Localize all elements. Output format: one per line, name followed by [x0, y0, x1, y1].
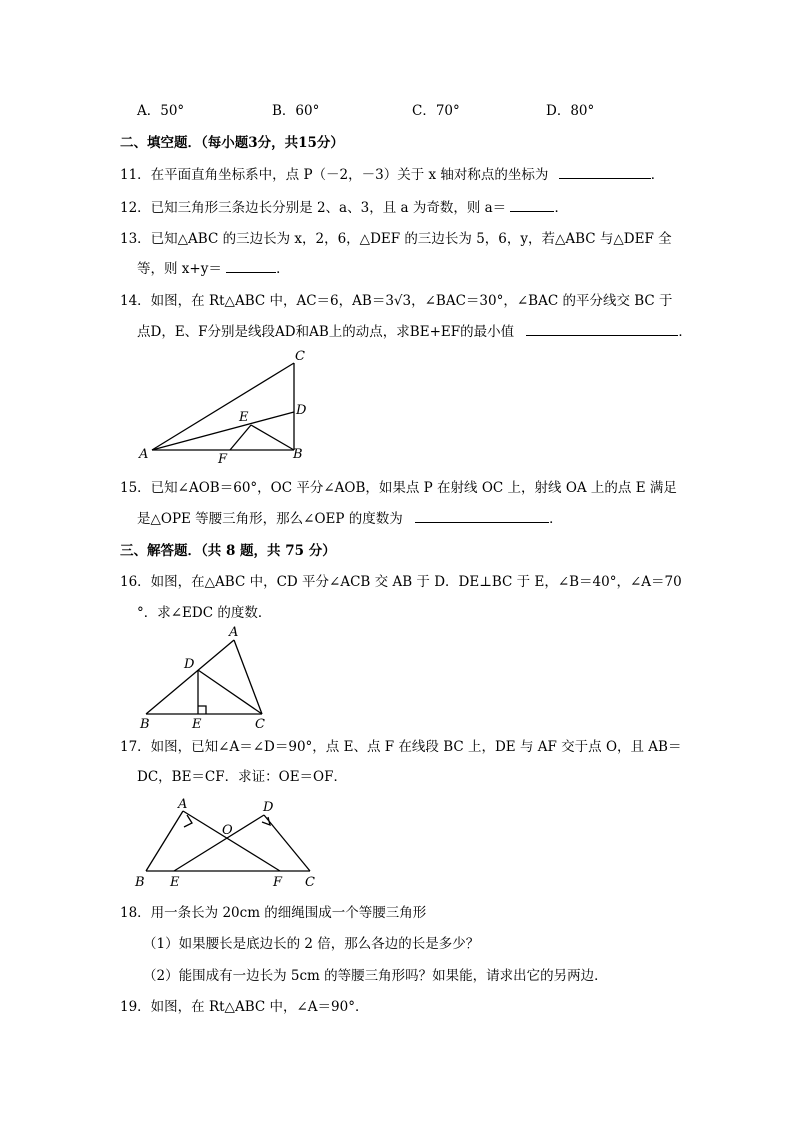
option-d: D．80°	[546, 103, 595, 119]
fig14-label-b: B	[293, 447, 303, 462]
question-18-part1: （1）如果腰长是底边长的 2 倍，那么各边的长是多少？	[143, 936, 480, 952]
section-fill-in-heading: 二、填空题．（每小题3分，共15分）	[120, 135, 344, 151]
question-17-line1: 17．如图，已知∠A＝∠D＝90°，点 E、点 F 在线段 BC 上，DE 与 AF 交于点 O，且 AB＝	[120, 739, 682, 755]
question-17-line2: DC，BE＝CF．求证：OE＝OF．	[137, 769, 347, 785]
fig14-label-c: C	[295, 349, 305, 364]
fig14-label-a: A	[139, 447, 149, 462]
question-11-text: 11．在平面直角坐标系中，点 P（－2，－3）关于 x 轴对称点的坐标为	[120, 167, 549, 183]
fig17-label-o: O	[222, 823, 233, 838]
section-solve-heading: 三、解答题．（共 8 题，共 75 分）	[120, 543, 336, 559]
question-11: 11．在平面直角坐标系中，点 P（－2，－3）关于 x 轴对称点的坐标为 ．	[120, 164, 664, 185]
fig17-label-d: D	[263, 800, 274, 815]
question-12: 12．已知三角形三条边长分别是 2、a、3，且 a 为奇数，则 a＝ ．	[120, 197, 568, 218]
fig17-label-a: A	[178, 797, 188, 812]
question-16-line2: °．求∠EDC 的度数．	[137, 605, 272, 621]
question-15-line1: 15．已知∠AOB＝60°，OC 平分∠AOB，如果点 P 在射线 OC 上，射线 OA 上的点 E 满足	[120, 480, 677, 496]
fig14-label-f: F	[218, 452, 228, 467]
question-14-line1: 14．如图，在 Rt△ABC 中，AC＝6，AB＝3√3，∠BAC＝30°，∠BAC 的平分线交 BC 于	[120, 293, 673, 309]
option-c: C．70°	[412, 103, 460, 119]
question-13-line2: 等，则 x+y＝ ．	[137, 258, 290, 279]
question-16-line1: 16．如图，在△ABC 中，CD 平分∠ACB 交 AB 于 D．DE⊥BC 于 E，∠B＝40°，∠A＝70	[120, 574, 682, 590]
option-b: B．60°	[272, 103, 320, 119]
question-12-text: 12．已知三角形三条边长分别是 2、a、3，且 a 为奇数，则 a＝	[120, 200, 507, 216]
fig16-label-b: B	[140, 717, 150, 732]
fig16-label-a: A	[229, 625, 239, 640]
question-18: 18．用一条长为 20cm 的细绳围成一个等腰三角形	[120, 905, 427, 921]
option-a: A．50°	[137, 103, 185, 119]
question-13-text: 等，则 x+y＝	[137, 261, 222, 277]
question-15-text: 是△OPE 等腰三角形，那么∠OEP 的度数为	[137, 511, 403, 527]
fig16-label-e: E	[192, 717, 202, 732]
question-13-line1: 13．已知△ABC 的三边长为 x，2，6，△DEF 的三边长为 5，6，y，若△ABC 与△DEF 全	[120, 231, 672, 247]
fig14-label-d: D	[296, 403, 307, 418]
question-19: 19．如图，在 Rt△ABC 中，∠A＝90°．	[120, 999, 369, 1015]
fig16-label-d: D	[184, 657, 195, 672]
fig14-label-e: E	[239, 410, 249, 425]
fig16-label-c: C	[255, 717, 265, 732]
fig17-label-b: B	[135, 875, 145, 890]
fig17-label-f: F	[273, 875, 283, 890]
fig17-label-c: C	[305, 875, 315, 890]
question-18-part2: （2）能围成有一边长为 5cm 的等腰三角形吗？如果能，请求出它的另两边．	[143, 968, 608, 984]
question-14-line2: 点D，E、F分别是线段AD和AB上的动点，求BE+EF的最小值 ．	[137, 321, 692, 342]
question-14-text: 点D，E、F分别是线段AD和AB上的动点，求BE+EF的最小值	[137, 324, 515, 340]
fig17-label-e: E	[170, 875, 180, 890]
question-15-line2: 是△OPE 等腰三角形，那么∠OEP 的度数为 ．	[137, 508, 563, 529]
